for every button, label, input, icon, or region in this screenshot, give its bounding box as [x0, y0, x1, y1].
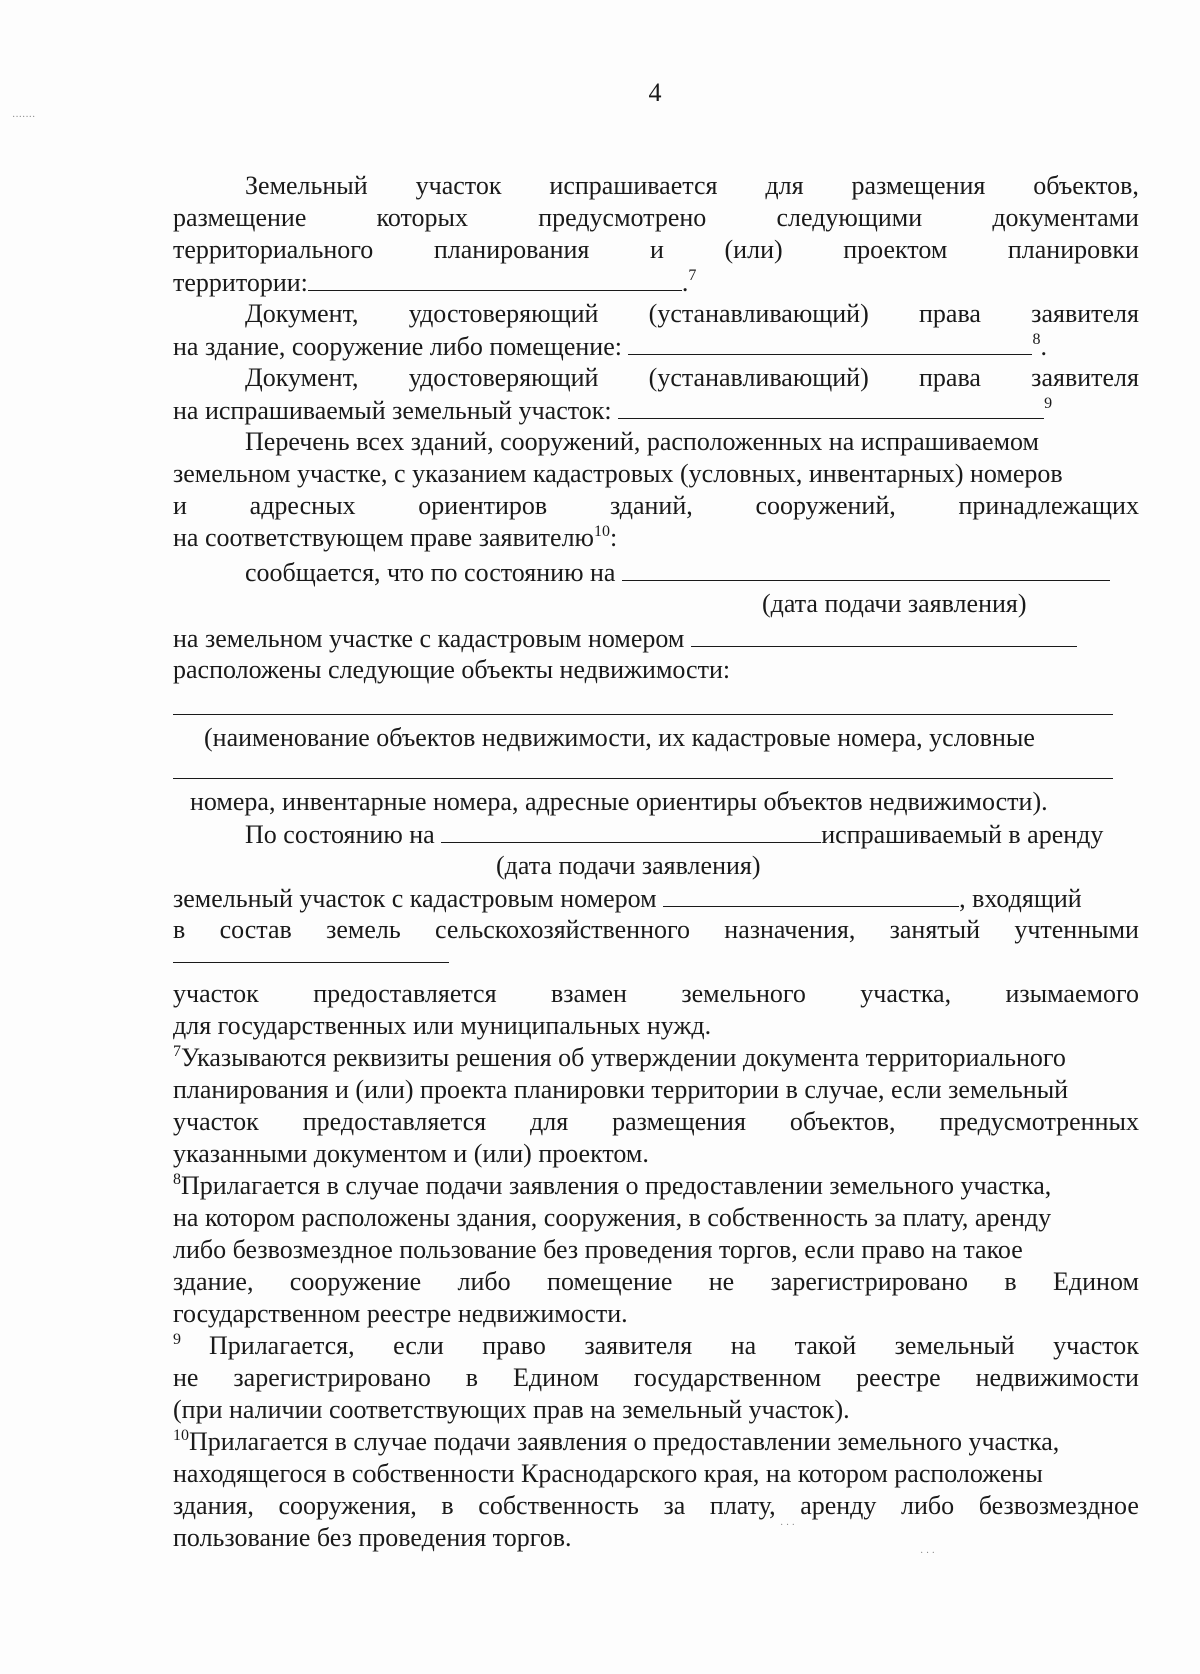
- footnote-text: Прилагается в случае подачи заявления о предоставлении земельного участка,: [181, 1171, 1052, 1200]
- word: не: [173, 1363, 199, 1392]
- word: и: [173, 491, 187, 520]
- word: сооружения,: [278, 1491, 417, 1520]
- footnote-ref-8: 8: [1032, 331, 1041, 348]
- word: заявителя: [1031, 363, 1139, 392]
- word: занятый: [889, 915, 981, 944]
- caption-date-1: (дата подачи заявления): [762, 589, 1027, 618]
- footnote-ref-10: 10: [593, 523, 610, 540]
- word: на: [730, 1331, 757, 1360]
- word: взамен: [550, 979, 627, 1008]
- caption-objects-2: номера, инвентарные номера, адресные ориентиры объектов недвижимости).: [190, 787, 1048, 816]
- word: назначения,: [724, 915, 856, 944]
- word: Прилагается,: [209, 1331, 355, 1360]
- line-text: на земельном участке с кадастровым номером: [173, 624, 685, 653]
- word: не: [708, 1267, 735, 1296]
- word: реестре: [856, 1363, 941, 1392]
- word: размещения: [612, 1107, 746, 1136]
- footnote-line: планирования и (или) проекта планировки территории в случае, если земельный: [173, 1075, 1069, 1104]
- fill-blank-date-1[interactable]: [622, 556, 1110, 581]
- word: сельскохозяйственного: [435, 915, 690, 944]
- footnote-line: для государственных или муниципальных нужд.: [173, 1011, 712, 1040]
- footnote-ref-7: 7: [688, 267, 697, 284]
- word: земельного: [681, 979, 806, 1008]
- line-text: на соответствующем праве заявителю: [173, 523, 594, 552]
- paragraph-line: [173, 914, 1139, 946]
- paragraph-line: [173, 522, 1139, 554]
- word: зарегистрировано: [770, 1267, 969, 1296]
- paragraph-line: [173, 490, 1139, 522]
- footnote-line: [173, 978, 1139, 1010]
- word: территориального: [173, 235, 374, 264]
- word: Едином: [1053, 1267, 1139, 1296]
- word: проектом: [843, 235, 948, 264]
- word: если: [393, 1331, 444, 1360]
- fill-blank-land-rights[interactable]: [618, 394, 1044, 419]
- word: земельный: [894, 1331, 1015, 1360]
- word: заявителя: [1031, 299, 1139, 328]
- word: зарегистрировано: [233, 1363, 431, 1392]
- word: предоставляется: [302, 1107, 487, 1136]
- paragraph-line: [173, 234, 1139, 266]
- paragraph-line: расположены следующие объекты недвижимости:: [173, 655, 731, 684]
- footnote-line: государственном реестре недвижимости.: [173, 1299, 628, 1328]
- paragraph-line: земельном участке, с указанием кадастровых (условных, инвентарных) номеров: [173, 459, 1063, 488]
- word: учтенными: [1014, 915, 1139, 944]
- word: предусмотрено: [538, 203, 707, 232]
- page-number: 4: [648, 78, 662, 107]
- word: безвозмездное: [978, 1491, 1139, 1520]
- footnote-text: Прилагается в случае подачи заявления о предоставлении земельного участка,: [189, 1427, 1060, 1456]
- word: в: [441, 1491, 454, 1520]
- word: размещения: [851, 171, 986, 200]
- word: либо: [457, 1267, 511, 1296]
- paragraph-line: [245, 170, 1139, 202]
- paragraph-line: [245, 298, 1139, 330]
- paragraph-line: [173, 622, 1139, 654]
- word: участок: [415, 171, 502, 200]
- word: адресных: [249, 491, 356, 520]
- line-text-tail: испрашиваемый в аренду: [821, 820, 1104, 849]
- footnote-7: [173, 1042, 1139, 1074]
- footnote-line: [209, 1330, 1139, 1362]
- word: планирования: [433, 235, 590, 264]
- footnote-line: указанными документом и (или) проектом.: [173, 1139, 649, 1168]
- word: Едином: [513, 1363, 599, 1392]
- footnote-line: [173, 1106, 1139, 1138]
- word: (или): [724, 235, 783, 264]
- word: удостоверяющий: [408, 363, 599, 392]
- footnote-mark: 10: [173, 1427, 189, 1444]
- footnote-line: находящегося в собственности Краснодарского края, на котором расположены: [173, 1459, 1043, 1488]
- word: право: [482, 1331, 546, 1360]
- word: зданий,: [609, 491, 693, 520]
- paragraph-line: [245, 818, 1139, 850]
- line-text: земельный участок с кадастровым номером: [173, 884, 657, 913]
- footnote-mark: 9: [173, 1331, 181, 1348]
- fill-blank-cadastral-1[interactable]: [691, 622, 1077, 647]
- word: Земельный: [245, 171, 368, 200]
- word: участок: [173, 979, 259, 1008]
- word: здания,: [173, 1491, 254, 1520]
- footnote-mark: 8: [173, 1171, 181, 1188]
- line-text: сообщается, что по состоянию на: [245, 558, 616, 587]
- paragraph-line: на здание, сооружение либо помещение: $^8$.: [173, 331, 1047, 361]
- word: в: [1004, 1267, 1017, 1296]
- word: участок: [173, 1107, 259, 1136]
- word: объектов,: [789, 1107, 896, 1136]
- word: такой: [794, 1331, 857, 1360]
- word: которых: [376, 203, 469, 232]
- line-text: на здание, сооружение либо помещение:: [173, 332, 622, 361]
- word: размещение: [173, 203, 307, 232]
- footnote-mark: 7: [173, 1043, 181, 1060]
- line-text-tail: , входящий: [959, 884, 1082, 913]
- word: за: [663, 1491, 686, 1520]
- word: Документ,: [245, 363, 359, 392]
- footnote-line: [173, 1362, 1139, 1394]
- line-text: на испрашиваемый земельный участок:: [173, 396, 612, 425]
- word: участка,: [860, 979, 952, 1008]
- word: для: [530, 1107, 569, 1136]
- word: испрашивается: [549, 171, 718, 200]
- footnote-line: (при наличии соответствующих прав на земельный участок).: [173, 1395, 850, 1424]
- footnote-line: [173, 1490, 1139, 1522]
- word: здание,: [173, 1267, 254, 1296]
- word: в: [465, 1363, 479, 1392]
- word: изымаемого: [1005, 979, 1139, 1008]
- fill-blank-planning-docs[interactable]: [308, 266, 682, 291]
- caption-date-2: (дата подачи заявления): [496, 851, 761, 880]
- paragraph-line: территории: .$^7$: [173, 267, 697, 297]
- word: и: [650, 235, 664, 264]
- word: Документ,: [245, 299, 359, 328]
- word: собственность: [478, 1491, 639, 1520]
- word: планировки: [1007, 235, 1139, 264]
- paragraph-line: [173, 202, 1139, 234]
- word: в: [173, 915, 186, 944]
- footnote-line: на котором расположены здания, сооружения, в собственность за плату, аренду: [173, 1203, 1052, 1232]
- word: сооружение: [289, 1267, 422, 1296]
- word: участок: [1053, 1331, 1139, 1360]
- word: предусмотренных: [939, 1107, 1139, 1136]
- word: заявителя: [584, 1331, 693, 1360]
- scan-noise: · · ·: [920, 1548, 935, 1559]
- paragraph-line: [173, 882, 1139, 914]
- word: ориентиров: [418, 491, 548, 520]
- word: права: [919, 363, 981, 392]
- word: объектов,: [1033, 171, 1139, 200]
- paragraph-line: [245, 556, 1139, 588]
- word: помещение: [547, 1267, 673, 1296]
- paragraph-line: Перечень всех зданий, сооружений, расположенных на испрашиваемом: [245, 427, 1040, 456]
- scan-noise: ·······: [12, 112, 36, 123]
- word: государственном: [633, 1363, 822, 1392]
- word: права: [919, 299, 981, 328]
- paragraph-line: [245, 362, 1139, 394]
- word: (устанавливающий): [648, 363, 869, 392]
- footnote-ref-9: 9: [1044, 395, 1053, 412]
- fill-blank-cadastral-2[interactable]: [663, 882, 959, 907]
- line-text: По состоянию на: [245, 820, 435, 849]
- word: сооружений,: [755, 491, 896, 520]
- word: документами: [992, 203, 1139, 232]
- line-text: территории:: [173, 268, 308, 297]
- word: недвижимости: [975, 1363, 1139, 1392]
- word: состав: [219, 915, 292, 944]
- line-text-tail: :: [609, 523, 618, 552]
- footnote-text: Указываются реквизиты решения об утверждении документа территориального: [181, 1043, 1066, 1072]
- footnote-line: пользование без проведения торгов.: [173, 1523, 572, 1552]
- word: земель: [326, 915, 401, 944]
- paragraph-line: [173, 394, 1139, 426]
- footnote-8: [173, 1170, 1139, 1202]
- word: удостоверяющий: [408, 299, 599, 328]
- fill-blank-date-2[interactable]: [441, 818, 821, 843]
- footnote-separator: [173, 962, 449, 963]
- fill-line-objects-1[interactable]: [173, 714, 1113, 715]
- footnote-line: [173, 1266, 1139, 1298]
- word: плату,: [709, 1491, 776, 1520]
- word: следующими: [776, 203, 923, 232]
- footnote-10: [173, 1426, 1139, 1458]
- fill-blank-building-rights[interactable]: [628, 330, 1032, 355]
- word: (устанавливающий): [648, 299, 869, 328]
- word: либо: [901, 1491, 955, 1520]
- word: принадлежащих: [958, 491, 1139, 520]
- scan-noise: · · ·: [780, 1520, 795, 1531]
- footnote-line: либо безвозмездное пользование без проведения торгов, если право на такое: [173, 1235, 1023, 1264]
- fill-line-objects-2[interactable]: [173, 778, 1113, 779]
- word: аренду: [800, 1491, 877, 1520]
- word: предоставляется: [313, 979, 497, 1008]
- caption-objects-1: (наименование объектов недвижимости, их кадастровые номера, условные: [204, 723, 1035, 752]
- word: для: [765, 171, 804, 200]
